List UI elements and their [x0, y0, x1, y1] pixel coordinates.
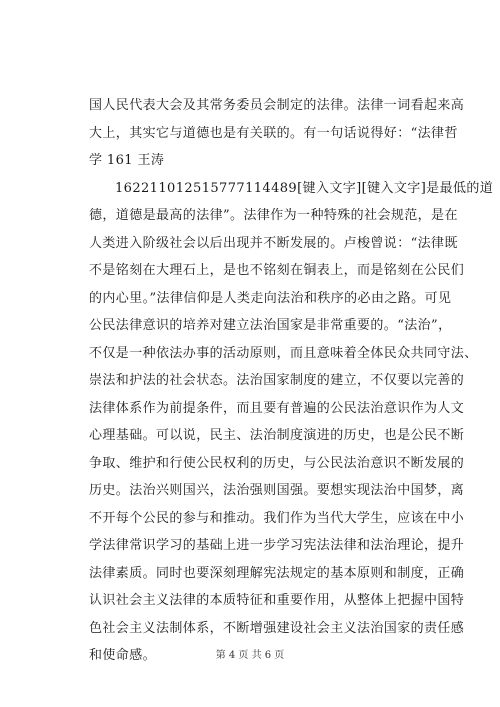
text-line: 学 161 王涛 [89, 153, 165, 168]
text-line: 公民法律意识的培养对建立法治国家是非常重要的。“法治”， [89, 318, 452, 333]
text-line: 认识社会主义法律的本质特征和重要作用，从整体上把握中国特 [89, 593, 465, 608]
text-line: 法律素质。同时也要深刻理解宪法规定的基本原则和制度，正确 [89, 565, 465, 581]
text-line: 不仅是一种依法办事的活动原则，而且意味着全体民众共同守法、 [89, 345, 478, 361]
text-line: 崇法和护法的社会状态。法治国家制度的建立，不仅要以完善的 [89, 373, 465, 388]
text-line: 不开每个公民的参与和推动。我们作为当代大学生，应该在中小 [89, 510, 465, 526]
text-line: 人类进入阶级社会以后出现并不断发展的。卢梭曾说：“法律既 [89, 235, 458, 251]
text-line: 心理基础。可以说，民主、法治制度演进的历史，也是公民不断 [89, 428, 465, 443]
text-line: 16221101251577711448​9[键入文字][键入文字]是最低的道 [115, 180, 494, 196]
page-number-footer: 第 4 页 共 6 页 [215, 650, 285, 661]
text-line: 德，道德是最高的法律”。法律作为一种特殊的社会规范，是在 [89, 208, 458, 223]
text-line: 大上，其实它与道德也是有关联的。有一句话说得好：“法律哲 [89, 125, 458, 141]
text-line: 法律体系作为前提条件，而且要有普遍的公民法治意识作为人文 [89, 400, 465, 416]
text-line: 争取、维护和行使公民权利的历史，与公民法治意识不断发展的 [89, 455, 465, 471]
text-line: 不是铭刻在大理石上，是也不铭刻在铜表上，而是铭刻在公民们 [89, 263, 465, 278]
text-line: 和使命感。 [89, 648, 157, 663]
text-line: 的内心里。”法律信仰是人类走向法治和秩序的必由之路。可见 [89, 290, 452, 306]
text-line: 国人民代表大会及其常务委员会制定的法律。法律一词看起来高 [89, 98, 465, 113]
body-text [89, 92, 494, 670]
text-line: 色社会主义法制体系，不断增强建设社会主义法治国家的责任感 [89, 620, 465, 636]
text-line: 历史。法治兴则国兴，法治强则国强。要想实现法治中国梦，离 [89, 483, 465, 498]
text-line: 学法律常识学习的基础上进一步学习宪法法律和法治理论，提升 [89, 538, 465, 553]
